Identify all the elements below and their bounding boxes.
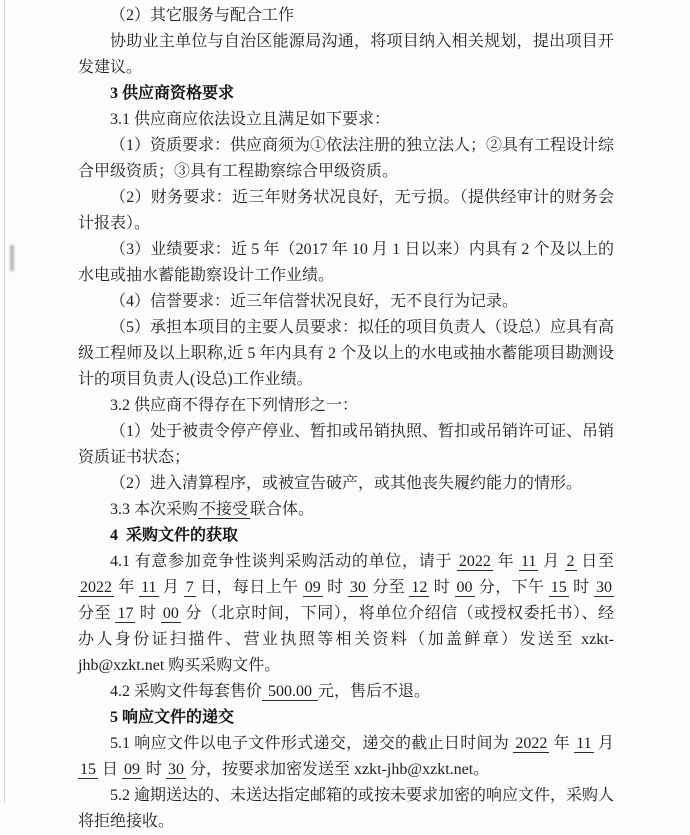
underlined-text: 2022	[515, 735, 548, 752]
underlined-text: 30	[168, 761, 185, 778]
text-run: 4.1 有意参加竞争性谈判采购活动的单位，请于	[110, 553, 457, 570]
text-run: （4）信誉要求：近三年信誉状况良好，无不良行为记录。	[110, 293, 519, 310]
text-run: 协助业主单位与自治区能源局沟通，将项目纳入相关规划，提出项目开发建议。	[78, 33, 614, 76]
text-run: 时	[322, 579, 348, 596]
paragraph	[78, 549, 618, 679]
paragraph	[78, 419, 614, 471]
text-run: 分至	[78, 579, 618, 622]
text-run: 元，售后不退。	[318, 683, 431, 700]
underlined-text: 500.00	[264, 683, 317, 700]
section-heading	[78, 81, 614, 107]
scan-smudge	[10, 245, 14, 271]
text-run: 月	[593, 735, 618, 752]
text-run: 年	[114, 579, 140, 596]
section-heading	[78, 523, 614, 549]
underlined-text: 09	[124, 761, 141, 778]
underlined-text: 2022	[80, 579, 112, 596]
text-run: 时	[429, 579, 455, 596]
text-run: 日至	[576, 553, 618, 570]
underlined-text: 09	[304, 579, 321, 596]
underlined-text: 00	[162, 605, 179, 622]
underlined-text: 2022	[458, 553, 491, 570]
paragraph	[78, 315, 614, 393]
paragraph	[78, 185, 614, 237]
text-run: 年	[549, 735, 575, 752]
text-run: （2）进入清算程序，或被宣告破产，或其他丧失履约能力的情形。	[110, 475, 583, 492]
text-run: 联合体。	[250, 501, 315, 518]
text-run: 3.1 供应商应依法设立且满足如下要求：	[110, 111, 391, 128]
text-run: 5 响应文件的递交	[110, 709, 235, 726]
text-run: 时	[135, 605, 161, 622]
text-run: （2）财务要求：近三年财务状况良好，无亏损。（提供经审计的财务会计报表）。	[78, 189, 614, 232]
text-run: 3 供应商资格要求	[110, 85, 235, 102]
underlined-text: 不接受	[200, 501, 249, 518]
text-run: 分（北京时间，下同），将单位介绍信（或授权委托书）、经办人身份证扫描件、营业执照等相关资料（加盖鲜章）发送至 xzkt-jhb@xzkt.net 购买采购文件。	[78, 605, 614, 674]
paragraph	[78, 783, 614, 835]
text-run: （5）承担本项目的主要人员要求：拟任的项目负责人（设总）应具有高级工程师及以上职称,近 5 年内具有 2 个及以上的水电或抽水蓄能项目勘测设计的项目负责人(设总)工作业绩。	[78, 319, 615, 388]
text-run: 日，每日上午	[195, 579, 303, 596]
text-run: 3.2 供应商不得存在下列情形之一：	[110, 397, 359, 414]
text-run: 5.2 逾期送达的、未送达指定邮箱的或按未要求加密的响应文件，采购人将拒绝接收。	[78, 787, 615, 830]
paragraph	[78, 679, 614, 705]
text-run: 4.2 采购文件每套售价	[110, 683, 263, 700]
text-run: 分至	[367, 579, 410, 596]
paragraph	[78, 3, 614, 29]
text-run: 5.1 响应文件以电子文件形式递交，递交的截止日时间为	[110, 735, 514, 752]
underlined-text: 17	[117, 605, 134, 622]
underlined-text: 2	[566, 553, 575, 570]
text-run: 4 采购文件的获取	[110, 527, 239, 544]
underlined-text: 11	[141, 579, 157, 596]
text-run: 月	[538, 553, 565, 570]
text-run: （1）资质要求：供应商须为①依法注册的独立法人；②具有工程设计综合甲级资质；③具有工程勘察综合甲级资质。	[78, 137, 615, 180]
scan-edge-line	[4, 0, 5, 803]
underlined-text: 12	[411, 579, 428, 596]
text-run: （3）业绩要求：近 5 年（2017 年 10 月 1 日以来）内具有 2 个及以上的水电或抽水蓄能勘察设计工作业绩。	[78, 241, 614, 284]
text-run: 分，按要求加密发送至 xzkt-jhb@xzkt.net。	[186, 761, 490, 778]
paragraph	[78, 393, 614, 419]
underlined-text: 30	[595, 579, 612, 596]
text-run: 3.3 本次采购	[110, 501, 199, 518]
text-run: （2）其它服务与配合工作	[110, 7, 295, 24]
text-run: 时	[568, 579, 594, 596]
paragraph	[78, 731, 618, 783]
paragraph	[78, 237, 614, 289]
underlined-text: 15	[550, 579, 567, 596]
paragraph	[78, 107, 614, 133]
underlined-text: 00	[456, 579, 473, 596]
text-run: 月	[158, 579, 184, 596]
underlined-text: 15	[80, 761, 96, 778]
text-run: 分，下午	[474, 579, 549, 596]
text-run: （1）处于被责令停产停业、暂扣或吊销执照、暂扣或吊销许可证、吊销资质证书状态；	[78, 423, 615, 466]
underlined-text: 11	[576, 735, 592, 752]
paragraph	[78, 471, 614, 497]
paragraph	[78, 29, 614, 81]
paragraph	[78, 133, 614, 185]
underlined-text: 11	[521, 553, 537, 570]
paragraph	[78, 497, 614, 523]
section-heading	[78, 705, 614, 731]
text-run: 日	[98, 761, 123, 778]
text-run: 年	[492, 553, 519, 570]
paragraph	[78, 289, 614, 315]
underlined-text: 30	[349, 579, 366, 596]
underlined-text: 7	[185, 579, 194, 596]
text-run: 时	[142, 761, 167, 778]
